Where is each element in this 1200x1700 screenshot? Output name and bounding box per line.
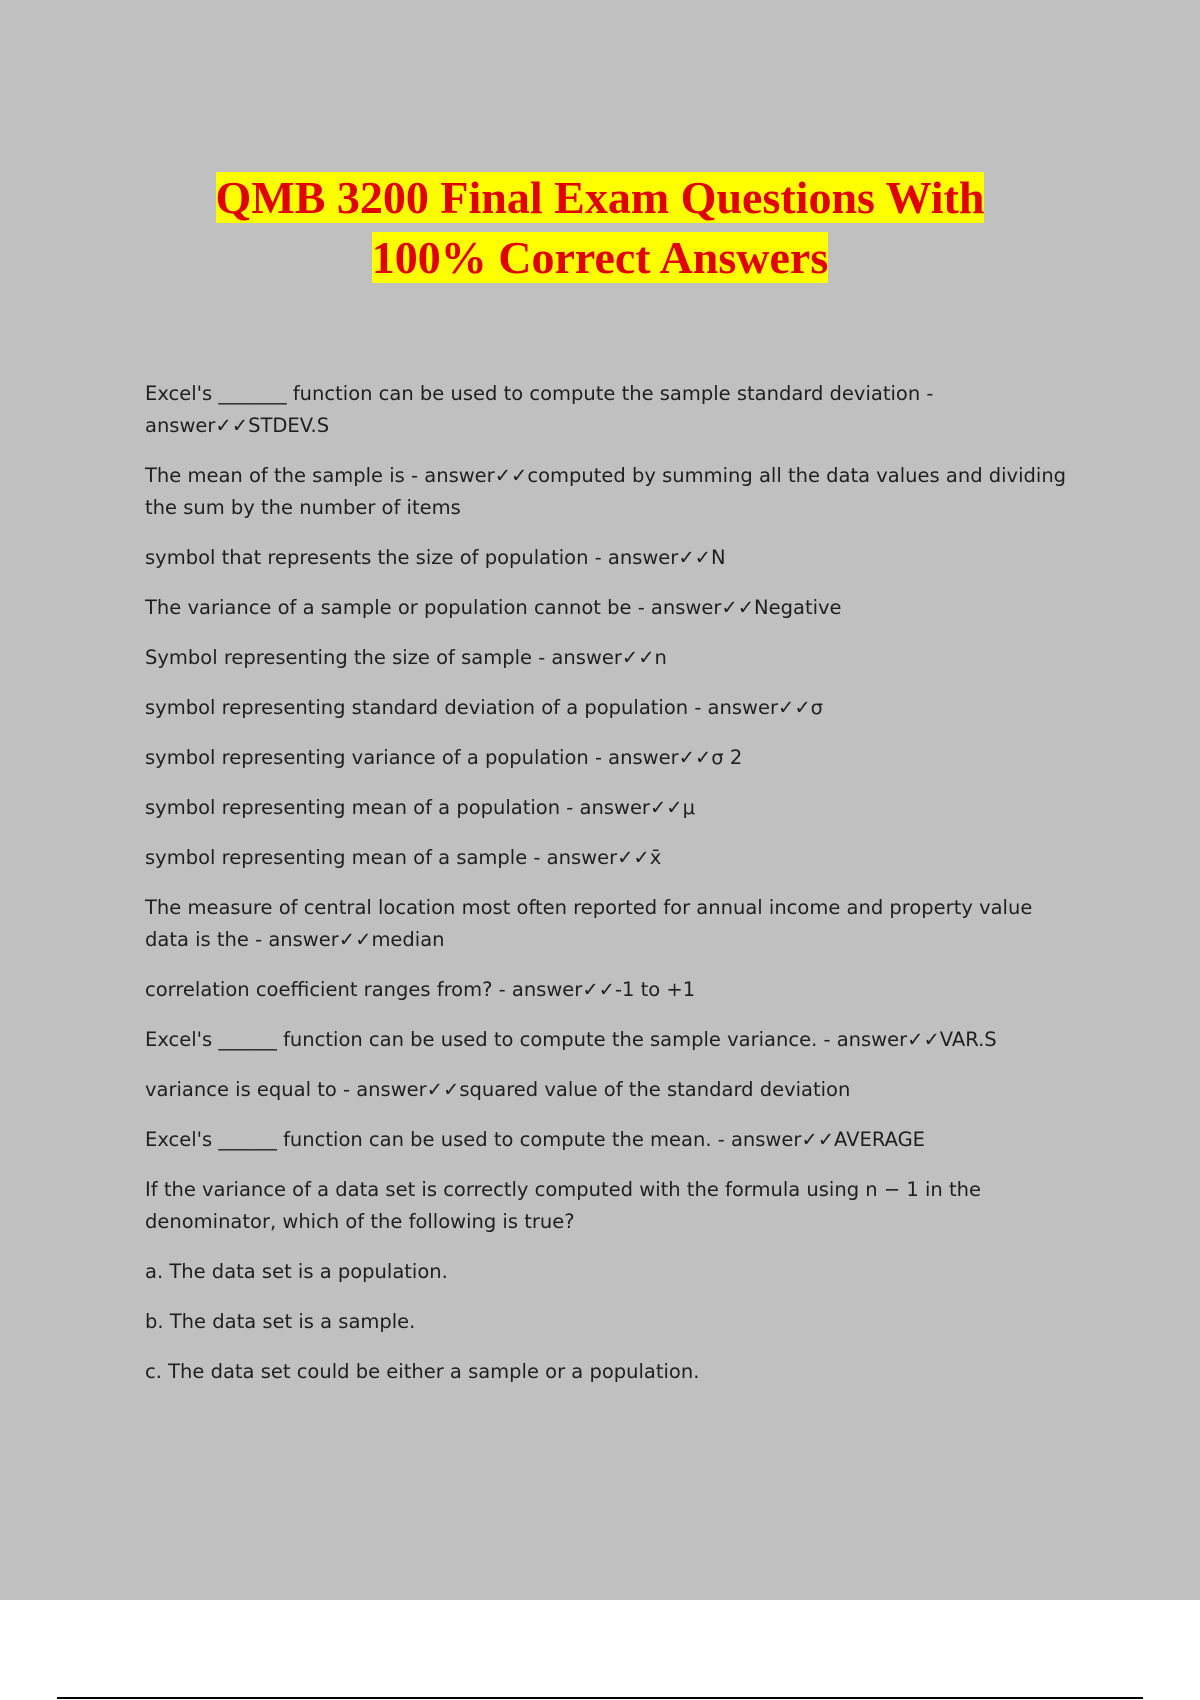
qa-item: The mean of the sample is - answer✓✓computed by summing all the data values and dividing the sum by the number of items xyxy=(145,464,1067,519)
qa-item: The measure of central location most often reported for annual income and property value data is the - answer✓✓median xyxy=(145,896,1033,951)
answer-option-c: c. The data set could be either a sample or a population. xyxy=(145,1360,700,1383)
title-line-1: QMB 3200 Final Exam Questions With xyxy=(215,172,985,223)
answer-option-a: a. The data set is a population. xyxy=(145,1260,448,1283)
qa-item: symbol that represents the size of population - answer✓✓N xyxy=(145,546,726,569)
qa-item: Symbol representing the size of sample - answer✓✓n xyxy=(145,646,667,669)
qa-list xyxy=(145,378,1075,1406)
question-text: If the variance of a data set is correctly computed with the formula using n − 1 in the denominator, which of the following is true? xyxy=(145,1178,981,1233)
qa-item: symbol representing mean of a population - answer✓✓μ xyxy=(145,796,696,819)
qa-item: Excel's ______ function can be used to compute the mean. - answer✓✓AVERAGE xyxy=(145,1128,925,1151)
qa-item: The variance of a sample or population cannot be - answer✓✓Negative xyxy=(145,596,842,619)
qa-item: correlation coefficient ranges from? - answer✓✓-1 to +1 xyxy=(145,978,696,1001)
qa-item: Excel's ______ function can be used to compute the sample variance. - answer✓✓VAR.S xyxy=(145,1028,997,1051)
title-line-2: 100% Correct Answers xyxy=(371,232,829,283)
document-title xyxy=(0,168,1200,288)
qa-item: symbol representing variance of a population - answer✓✓σ 2 xyxy=(145,746,743,769)
qa-item: symbol representing standard deviation of a population - answer✓✓σ xyxy=(145,696,824,719)
footer-divider xyxy=(57,1697,1143,1699)
qa-item: symbol representing mean of a sample - answer✓✓x̄ xyxy=(145,846,662,869)
qa-item: variance is equal to - answer✓✓squared value of the standard deviation xyxy=(145,1078,851,1101)
answer-option-b: b. The data set is a sample. xyxy=(145,1310,416,1333)
qa-item: Excel's _______ function can be used to compute the sample standard deviation - answer✓✓STDEV.S xyxy=(145,382,934,437)
